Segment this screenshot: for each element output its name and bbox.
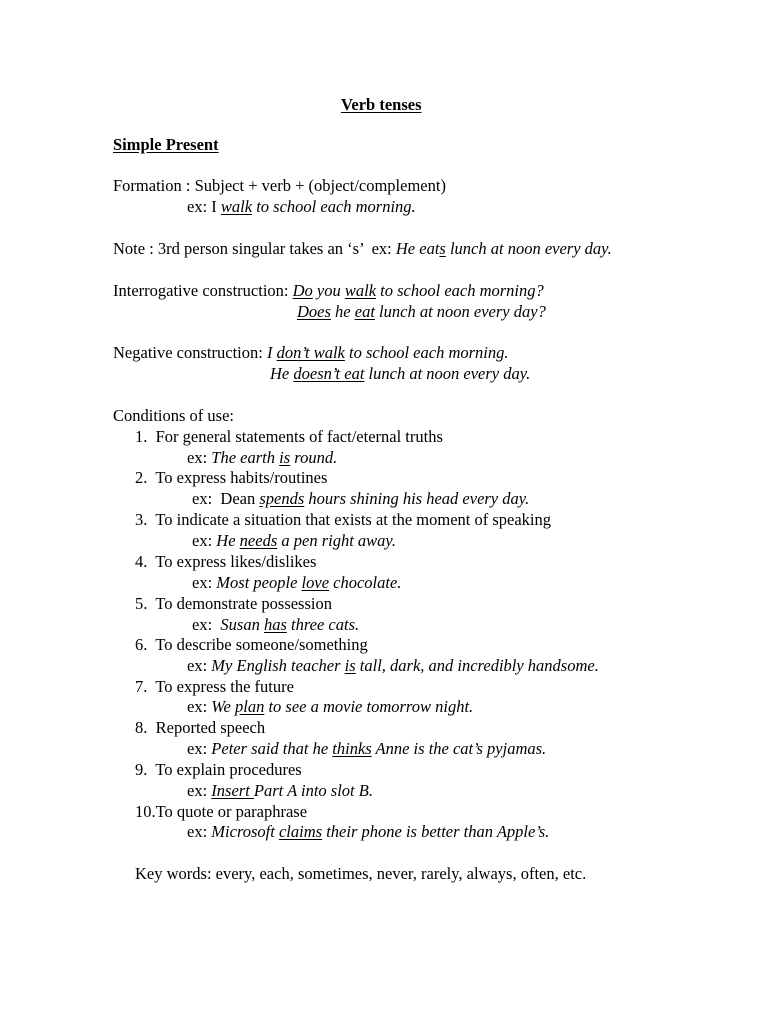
text-line [135,802,307,822]
example-text: He [270,364,294,383]
line-text: Note : 3rd person singular takes an ‘s’ ex: [113,239,396,258]
underlined-verb: walk [344,281,377,300]
line-text: ex: [192,531,217,550]
example-text: lunch at noon every day. [445,239,612,258]
text-line [270,364,530,384]
line-text: 7. To express the future [135,677,294,696]
text-line [187,739,546,759]
line-text: ex: [187,656,212,675]
example-text: Most people [216,573,302,592]
example-text: I [266,343,277,362]
text-line [187,822,549,842]
text-line [192,489,529,509]
example-text: The earth [211,448,280,467]
line-text: Conditions of use: [113,406,235,425]
underlined-verb: thinks [332,739,372,758]
text-line [135,552,316,572]
underlined-verb: is [344,656,356,675]
underlined-verb: spends [259,489,305,508]
text-line [113,281,544,301]
line-text: 5. To demonstrate possession [135,594,332,613]
example-text: chocolate. [329,573,402,592]
line-text: Negative construction: [113,343,267,362]
underlined-verb: is [279,448,291,467]
line-text: ex: [187,739,212,758]
underlined-verb: walk [220,197,253,216]
text-line [135,677,294,697]
text-line [113,343,509,363]
line-text: 3. To indicate a situation that exists at the moment of speaking [135,510,551,529]
text-line [135,468,327,488]
example-text: He eat [395,239,440,258]
text-line [135,760,302,780]
example-text: you [312,281,345,300]
text-line [135,510,551,530]
text-line [135,427,443,447]
line-text: 8. Reported speech [135,718,266,737]
line-text: Key words: every, each, sometimes, never, rarely, always, often, etc. [135,864,587,883]
example-text: Susan [220,615,264,634]
underlined-verb: s [439,239,446,258]
underlined-verb: Insert [211,781,254,800]
example-text: to school each morning. [344,343,509,362]
example-text: to school each morning? [376,281,544,300]
text-line [187,697,473,717]
example-text: Peter said that he [211,739,333,758]
line-text: 6. To describe someone/something [135,635,368,654]
text-line [135,635,368,655]
example-text: hours shining his head every day. [304,489,530,508]
line-text: ex: [187,822,212,841]
example-text: to school each morning. [252,197,416,216]
text-line [113,176,446,196]
text-line [192,573,401,593]
text-line [187,448,337,468]
example-text: My English teacher [211,656,345,675]
underlined-verb: eat [354,302,375,321]
line-text: 1. For general statements of fact/eternal truths [135,427,443,446]
example-text: to see a movie tomorrow night. [264,697,474,716]
example-text: he [330,302,355,321]
line-text: ex: [192,615,221,634]
example-text: tall, dark, and incredibly handsome. [355,656,599,675]
example-text: Anne is the cat’s pyjamas. [371,739,547,758]
text-line [187,656,599,676]
text-line [187,781,373,801]
line-text: ex: [187,697,212,716]
example-text: a pen right away. [277,531,396,550]
text-line [135,718,265,738]
line-text: 10.To quote or paraphrase [135,802,308,821]
underlined-verb: doesn’t eat [293,364,365,383]
line-text: ex: [192,573,217,592]
text-line [192,615,359,635]
example-text: lunch at noon every day. [364,364,531,383]
example-text: We [211,697,235,716]
example-text: Part A into slot B. [253,781,373,800]
line-text: 4. To express likes/dislikes [135,552,317,571]
line-text: ex: Dean [192,489,260,508]
underlined-verb: plan [234,697,265,716]
underlined-verb: needs [239,531,278,550]
text-line [135,864,586,884]
line-text: ex: [187,448,212,467]
line-text: Interrogative construction: [113,281,293,300]
example-text: Microsoft [211,822,279,841]
underlined-verb: has [263,615,287,634]
line-text: ex: I [187,197,221,216]
text-line [297,302,546,322]
example-text: He [216,531,240,550]
underlined-verb: Does [297,302,331,321]
text-line [113,406,234,426]
text-line [187,197,416,217]
underlined-verb: claims [278,822,323,841]
line-text: 9. To explain procedures [135,760,302,779]
line-text: 2. To express habits/routines [135,468,328,487]
page-title: Verb tenses [341,95,422,114]
text-line [113,239,612,259]
example-text: round. [290,448,338,467]
underlined-verb: don’t walk [276,343,345,362]
underlined-verb: love [301,573,330,592]
line-text: Formation : Subject + verb + (object/complement) [113,176,446,195]
underlined-verb: Do [292,281,313,300]
example-text: their phone is better than Apple’s. [322,822,550,841]
text-line [192,531,396,551]
line-text: ex: [187,781,212,800]
section-heading: Simple Present [113,135,219,154]
text-line [135,594,332,614]
example-text: three cats. [286,615,360,634]
example-text: lunch at noon every day? [374,302,546,321]
